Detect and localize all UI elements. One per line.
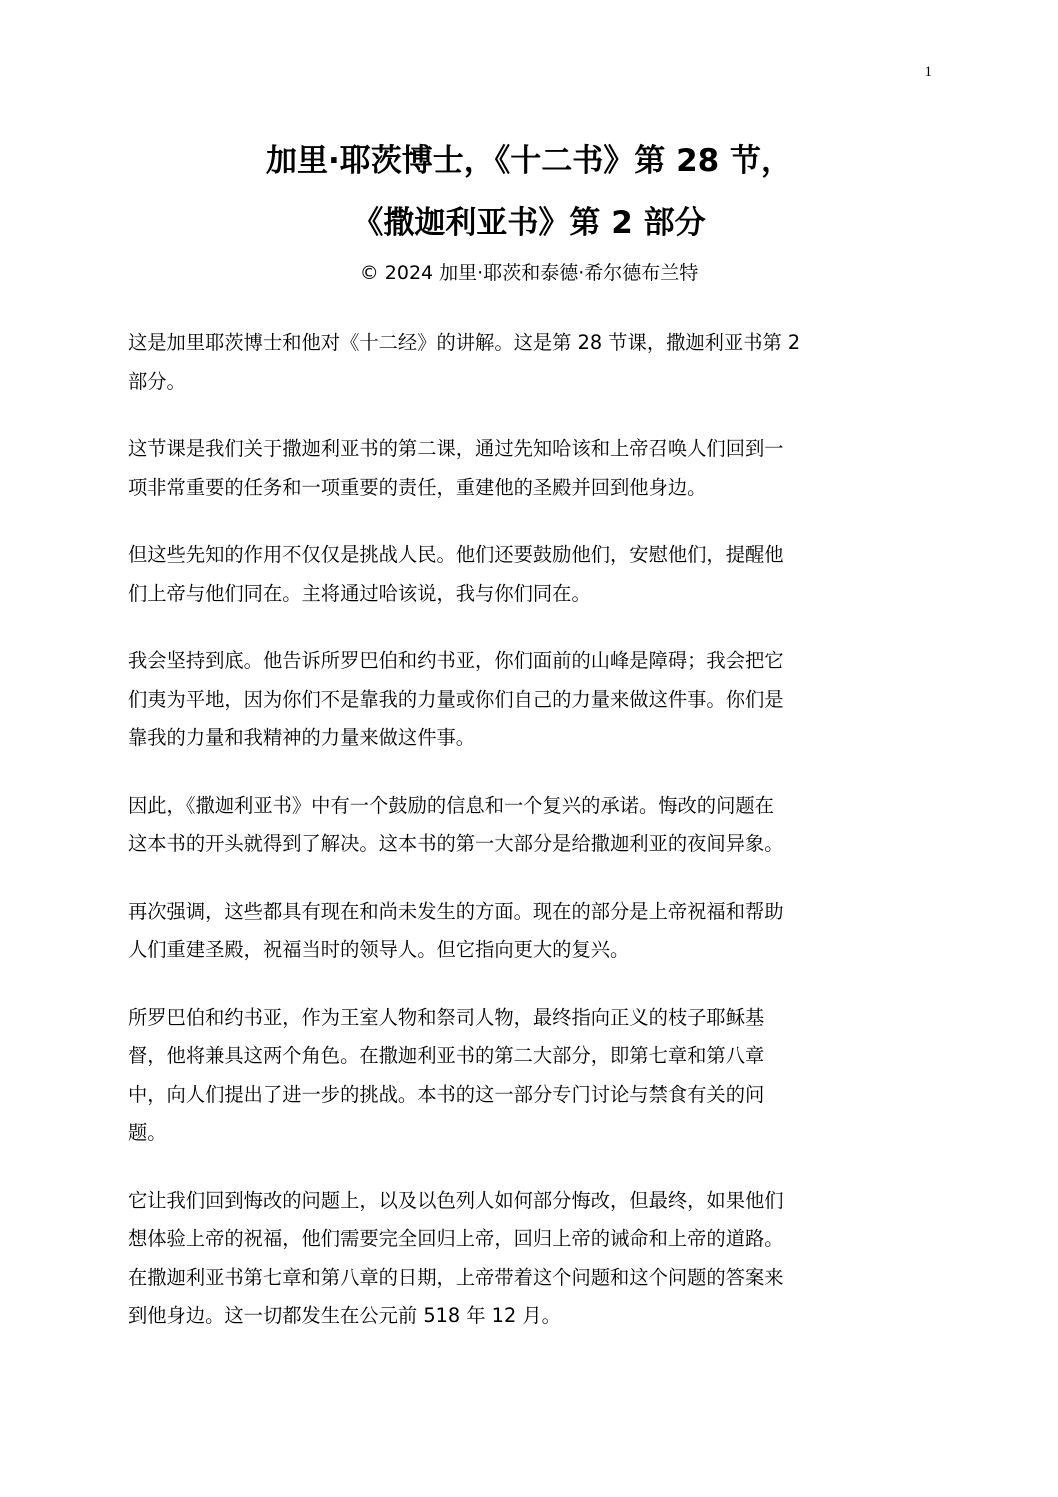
paragraph-line: 们夷为平地，因为你们不是靠我的力量或你们自己的力量来做这件事。你们是 — [128, 687, 784, 711]
paragraph-2 — [128, 430, 923, 507]
paragraph-line: 这节课是我们关于撒迦利亚书的第二课，通过先知哈该和上帝召唤人们回到一 — [128, 437, 784, 460]
paragraph-line: 它让我们回到悔改的问题上，以及以色列人如何部分悔改，但最终，如果他们 — [128, 1188, 784, 1212]
document-title-line-1: 加里·耶茨博士，《十二书》第 28 节， — [266, 143, 792, 179]
copyright-notice: © 2024 加里·耶茨和泰德·希尔德布兰特 — [359, 262, 699, 284]
paragraph-8 — [128, 1182, 923, 1336]
paragraph-7 — [128, 999, 923, 1153]
paragraph-line: 所罗巴伯和约书亚，作为王室人物和祭司人物，最终指向正义的枝子耶稣基 — [128, 1005, 765, 1029]
paragraph-line: 这本书的开头就得到了解决。这本书的第一大部分是给撒迦利亚的夜间异象。 — [128, 832, 784, 855]
paragraph-line: 部分。 — [128, 369, 186, 393]
paragraph-4 — [128, 642, 923, 758]
paragraph-line: 题。 — [128, 1121, 167, 1144]
paragraph-line: 中，向人们提出了进一步的挑战。本书的这一部分专门讨论与禁食有关的问 — [128, 1082, 765, 1106]
paragraph-line: 这是加里耶茨博士和他对《十二经》的讲解。这是第 28 节课，撒迦利亚书第 2 — [128, 331, 801, 354]
paragraph-line: 们上帝与他们同在。主将通过哈该说，我与你们同在。 — [128, 581, 591, 605]
paragraph-line: 因此，《撒迦利亚书》中有一个鼓励的信息和一个复兴的承诺。悔改的问题在 — [128, 793, 774, 817]
paragraph-line: 靠我的力量和我精神的力量来做这件事。 — [128, 726, 476, 749]
paragraph-line: 再次强调，这些都具有现在和尚未发生的方面。现在的部分是上帝祝福和帮助 — [128, 899, 784, 923]
page-number: 1 — [924, 64, 932, 80]
paragraph-line: 项非常重要的任务和一项重要的责任，重建他的圣殿并回到他身边。 — [128, 475, 707, 499]
paragraph-line: 督，他将兼具这两个角色。在撒迦利亚书的第二大部分，即第七章和第八章 — [128, 1044, 765, 1067]
paragraph-5 — [128, 787, 923, 864]
paragraph-line: 但这些先知的作用不仅仅是挑战人民。他们还要鼓励他们，安慰他们，提醒他 — [128, 543, 784, 566]
paragraph-line: 我会坚持到底。他告诉所罗巴伯和约书亚，你们面前的山峰是障碍；我会把它 — [128, 649, 784, 672]
document-title-line-2: 《撒迦利亚书》第 2 部分 — [352, 205, 706, 241]
paragraph-line: 人们重建圣殿，祝福当时的领导人。但它指向更大的复兴。 — [128, 938, 630, 961]
document-body — [128, 324, 923, 1365]
paragraph-line: 在撒迦利亚书第七章和第八章的日期，上帝带着这个问题和这个问题的答案来 — [128, 1265, 784, 1289]
paragraph-1 — [128, 324, 923, 401]
paragraph-line: 想体验上帝的祝福，他们需要完全回归上帝，回归上帝的诫命和上帝的道路。 — [128, 1227, 784, 1250]
paragraph-6 — [128, 893, 923, 970]
paragraph-3 — [128, 536, 923, 613]
paragraph-line: 到他身边。这一切都发生在公元前 518 年 12 月。 — [128, 1304, 561, 1327]
